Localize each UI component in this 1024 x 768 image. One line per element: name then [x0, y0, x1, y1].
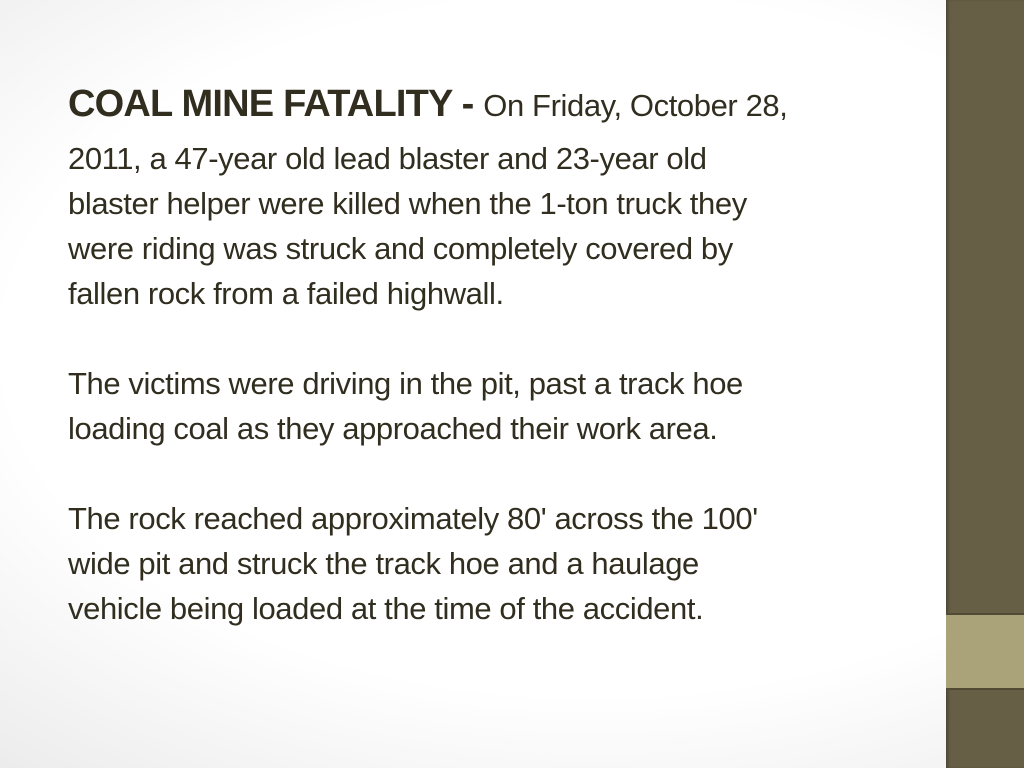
text-line: fallen rock from a failed highwall. — [68, 276, 504, 311]
right-accent-bar — [946, 0, 1024, 768]
text-line: were riding was struck and completely covered by — [68, 231, 733, 266]
accent-square — [946, 613, 1024, 690]
text-line: 2011, a 47-year old lead blaster and 23-year old — [68, 141, 707, 176]
text-line: loading coal as they approached their work area. — [68, 411, 718, 446]
text-line: vehicle being loaded at the time of the accident. — [68, 591, 704, 626]
text-line: blaster helper were killed when the 1-ton truck they — [68, 186, 747, 221]
text-line: The victims were driving in the pit, past a track hoe — [68, 366, 743, 401]
slide-text-block — [68, 74, 936, 631]
paragraph-rock-extent — [68, 496, 936, 631]
slide-title: COAL MINE FATALITY - — [68, 83, 484, 125]
paragraph-incident-summary — [68, 74, 936, 316]
paragraph-victims-activity — [68, 361, 936, 451]
title-continuation: On Friday, October 28, — [483, 88, 788, 123]
heading-line — [68, 74, 936, 136]
text-line: The rock reached approximately 80' across the 100' — [68, 501, 758, 536]
text-line: wide pit and struck the track hoe and a haulage — [68, 546, 699, 581]
